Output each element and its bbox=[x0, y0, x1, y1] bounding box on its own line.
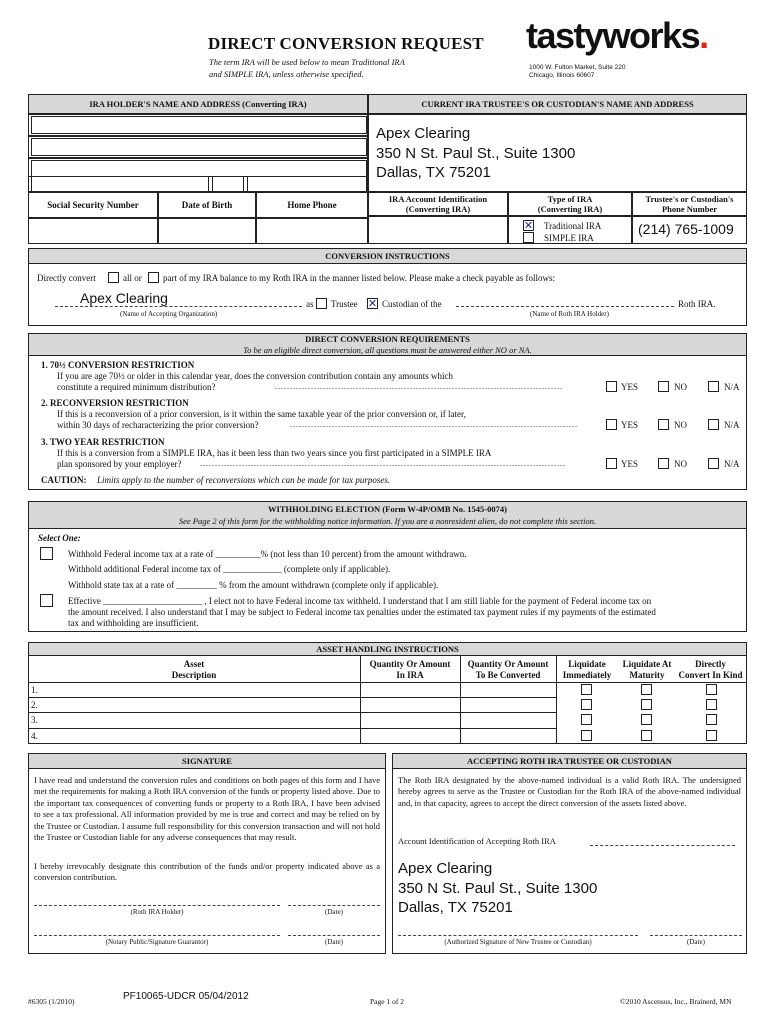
req-2-line-2: within 30 days of recharacterizing the prior conversion? bbox=[57, 420, 259, 430]
logo-text-light: tasty bbox=[526, 15, 603, 56]
withhold-federal-checkbox[interactable] bbox=[40, 547, 53, 560]
req-2-title: 2. RECONVERSION RESTRICTION bbox=[41, 398, 189, 408]
req-1-yes-checkbox[interactable] bbox=[606, 381, 617, 392]
req-3-leader: .......................................................................................................................... bbox=[200, 459, 566, 468]
roth-ira-label: Roth IRA. bbox=[678, 299, 716, 309]
logo-text-bold: works bbox=[602, 15, 700, 56]
holder-signature-caption: (Roth IRA Holder) bbox=[130, 908, 184, 916]
req-1-na-checkbox[interactable] bbox=[708, 381, 719, 392]
payee-line bbox=[55, 306, 302, 307]
col-qty-ira-1: Quantity Or Amount bbox=[369, 659, 451, 669]
simple-ira-checkbox[interactable] bbox=[523, 232, 534, 243]
dob-label: Date of Birth bbox=[181, 200, 233, 210]
row-2-liquidate-checkbox[interactable] bbox=[581, 699, 592, 710]
asset-row-2-label: 2. bbox=[31, 700, 38, 710]
accepting-acct-line[interactable] bbox=[590, 845, 735, 846]
simple-ira-label: SIMPLE IRA bbox=[544, 233, 594, 243]
req-1-title: 1. 70½ CONVERSION RESTRICTION bbox=[41, 360, 195, 370]
page-number: Page 1 of 2 bbox=[370, 997, 404, 1006]
holder-section-title: IRA HOLDER'S NAME AND ADDRESS (Converting IRA) bbox=[89, 99, 307, 109]
row-1-liquidate-checkbox[interactable] bbox=[581, 684, 592, 695]
directly-convert-label: Directly convert bbox=[37, 273, 96, 283]
tastyworks-logo bbox=[526, 16, 708, 56]
row-3-liquidate-at-checkbox[interactable] bbox=[641, 714, 652, 725]
accepting-para: The Roth IRA designated by the above-named individual is a valid Roth IRA. The undersigned hereby agrees to serve as the Trustee or Custodian for the Roth IRA of the above-named individual and, in that capacity, agrees to accept the direct conversion of the assets listed above. bbox=[398, 775, 741, 808]
caution-label: CAUTION: bbox=[41, 475, 87, 485]
trustee-address-1: 350 N St. Paul St., Suite 1300 bbox=[376, 145, 576, 162]
accepting-address-1: 350 N St. Paul St., Suite 1300 bbox=[398, 880, 598, 897]
requirements-subtitle: To be an eligible direct conversion, all questions must be answered either NO or NA. bbox=[243, 345, 532, 355]
req-3-line-1: If this is a conversion from a SIMPLE IRA, has it been less than two years since you first participated in a SIMPLE IRA bbox=[57, 448, 492, 458]
holder-date-line[interactable] bbox=[288, 905, 380, 906]
req-1-no-label: NO bbox=[674, 382, 687, 392]
withholding-subtitle: See Page 2 of this form for the withholding notice information. If you are a nonresident alien, do not complete this section. bbox=[178, 516, 597, 526]
accepting-address-2: Dallas, TX 75201 bbox=[398, 899, 513, 916]
logo-dot-icon: . bbox=[699, 15, 708, 56]
req-2-na-label: N/A bbox=[724, 420, 740, 430]
no-withholding-line-1: Effective ______________________ , I elect not to have Federal income tax withheld. I understand that I am still liable for the payment of Federal income tax on bbox=[68, 596, 652, 606]
req-2-yes-checkbox[interactable] bbox=[606, 419, 617, 430]
req-3-na-label: N/A bbox=[724, 459, 740, 469]
assets-row-divider-1 bbox=[28, 697, 556, 698]
select-one-label: Select One: bbox=[38, 533, 81, 543]
trustee-address-2: Dallas, TX 75201 bbox=[376, 164, 491, 181]
trustee-label: Trustee bbox=[331, 299, 358, 309]
trustee-phone: (214) 765-1009 bbox=[638, 221, 734, 237]
subtitle-line-2: and SIMPLE IRA, unless otherwise specified. bbox=[209, 69, 364, 79]
req-2-leader: ................................................................................................ bbox=[290, 420, 578, 429]
asset-row-1-label: 1. bbox=[31, 685, 38, 695]
trustee-section-title: CURRENT IRA TRUSTEE'S OR CUSTODIAN'S NAME AND ADDRESS bbox=[421, 99, 694, 109]
ira-type-label-2: (Converting IRA) bbox=[537, 204, 603, 214]
ssn-label: Social Security Number bbox=[47, 200, 139, 210]
req-3-yes-label: YES bbox=[621, 459, 639, 469]
acct-id-label-1: IRA Account Identification bbox=[388, 194, 488, 204]
accepting-signature-caption: (Authorized Signature of New Trustee or Custodian) bbox=[444, 938, 592, 946]
acct-id-label-2: (Converting IRA) bbox=[405, 204, 471, 214]
holder-date-caption: (Date) bbox=[325, 908, 343, 916]
logo-address-line-1: 1000 W. Fulton Market, Suite 220 bbox=[529, 64, 626, 71]
org-caption: (Name of Accepting Organization) bbox=[120, 310, 218, 318]
withhold-state-line: Withhold state tax at a rate of _________ % from the amount withdrawn (complete only if applicable). bbox=[68, 580, 439, 590]
row-2-liquidate-at-checkbox[interactable] bbox=[641, 699, 652, 710]
requirements-section-title: DIRECT CONVERSION REQUIREMENTS bbox=[305, 334, 470, 344]
col-direct-2: Convert In Kind bbox=[678, 670, 743, 680]
req-2-line-1: If this is a reconversion of a prior conversion, is it within the same taxable year of the prior conversion or, if later, bbox=[57, 409, 466, 419]
holder-city-box[interactable] bbox=[31, 176, 209, 192]
accepting-date-caption: (Date) bbox=[687, 938, 705, 946]
asset-row-4-label: 4. bbox=[31, 731, 38, 741]
req-2-yes-label: YES bbox=[621, 420, 639, 430]
assets-col-divider-3 bbox=[556, 656, 557, 744]
part-checkbox[interactable] bbox=[148, 272, 159, 283]
col-asset-1: Asset bbox=[183, 659, 205, 669]
req-3-line-2: plan sponsored by your employer? bbox=[57, 459, 182, 469]
no-withholding-line-2: the amount received. I also understand that I may be subject to Federal income tax penalties under the estimated tax payment rules if my payments of the estimated bbox=[68, 607, 656, 617]
col-liquidate-2: Immediately bbox=[562, 670, 612, 680]
withhold-federal-line: Withhold Federal income tax at a rate of __________% (not less than 10 percent) from the amount withdrawn. bbox=[68, 549, 467, 559]
holder-address-input[interactable] bbox=[31, 138, 367, 156]
req-3-no-checkbox[interactable] bbox=[658, 458, 669, 469]
ssn-input[interactable] bbox=[28, 218, 158, 244]
trustee-checkbox[interactable] bbox=[316, 298, 327, 309]
holder-name-input[interactable] bbox=[31, 116, 367, 134]
copyright: ©2010 Ascensus, Inc., Brainerd, MN bbox=[620, 997, 732, 1006]
req-1-na-label: N/A bbox=[724, 382, 740, 392]
col-direct-1: Directly bbox=[695, 659, 726, 669]
trustee-phone-label-2: Phone Number bbox=[661, 204, 717, 214]
holder-state-box[interactable] bbox=[212, 176, 244, 192]
no-withholding-line-3: tax and withholding are insufficient. bbox=[68, 618, 199, 628]
holder-signature-line[interactable] bbox=[34, 905, 280, 906]
col-qty-conv-1: Quantity Or Amount bbox=[467, 659, 549, 669]
notary-signature-line[interactable] bbox=[34, 935, 280, 936]
custodian-checkbox[interactable]: ✕ bbox=[367, 297, 378, 310]
phone-label: Home Phone bbox=[287, 200, 337, 210]
req-3-yes-checkbox[interactable] bbox=[606, 458, 617, 469]
row-4-liquidate-checkbox[interactable] bbox=[581, 730, 592, 741]
signature-para-1: I have read and understand the conversion rules and conditions on both pages of this form and I have met the requirements for making a Roth IRA conversion of the funds or property listed above. Due to the important tax consequences of converting funds or property to a Roth IRA, I have been advised to see a tax professional. All information provided by me is true and correct and may be relied on by the Trustee or Custodian. I assume full responsibility for this conversion transaction and will not hold the Trustee or Custodian liable for any adverse consequences that may result. bbox=[34, 775, 380, 843]
assets-section-title: ASSET HANDLING INSTRUCTIONS bbox=[316, 644, 459, 654]
row-1-direct-checkbox[interactable] bbox=[706, 684, 717, 695]
col-asset-2: Description bbox=[171, 670, 217, 680]
trustee-name: Apex Clearing bbox=[376, 125, 471, 142]
conversion-section-title: CONVERSION INSTRUCTIONS bbox=[325, 251, 450, 261]
form-number: #6305 (1/2010) bbox=[28, 997, 75, 1006]
payee-name: Apex Clearing bbox=[80, 290, 168, 306]
notary-date-line[interactable] bbox=[288, 935, 380, 936]
row-2-direct-checkbox[interactable] bbox=[706, 699, 717, 710]
req-1-leader: ................................................................................................ bbox=[275, 382, 563, 391]
all-or-label: all or bbox=[123, 273, 142, 283]
holder-caption: (Name of Roth IRA Holder) bbox=[530, 310, 609, 318]
col-liquidate-at-1: Liquidate At bbox=[622, 659, 672, 669]
req-1-line-2: constitute a required minimum distribution? bbox=[57, 382, 216, 392]
req-2-no-label: NO bbox=[674, 420, 687, 430]
accepting-name: Apex Clearing bbox=[398, 860, 493, 877]
signature-para-2: I hereby irrevocably designate this contribution of the funds and/or property indicated above as a conversion contribution. bbox=[34, 861, 380, 883]
page-title: DIRECT CONVERSION REQUEST bbox=[208, 34, 484, 53]
assets-col-divider-1 bbox=[360, 656, 361, 744]
req-2-na-checkbox[interactable] bbox=[708, 419, 719, 430]
traditional-ira-checkbox[interactable]: ✕ bbox=[523, 219, 534, 232]
row-4-liquidate-at-checkbox[interactable] bbox=[641, 730, 652, 741]
col-liquidate-at-2: Maturity bbox=[629, 670, 665, 680]
phone-input[interactable] bbox=[256, 218, 368, 244]
withholding-section-title: WITHHOLDING ELECTION (Form W-4P/OMB No. 1545-0074) bbox=[268, 504, 507, 514]
col-liquidate-1: Liquidate bbox=[568, 659, 606, 669]
req-1-yes-label: YES bbox=[621, 382, 639, 392]
req-1-line-1: If you are age 70½ or older in this calendar year, does the conversion contribution contain any amounts which bbox=[57, 371, 454, 381]
custodian-of-the-label: Custodian of the bbox=[382, 299, 442, 309]
logo-address-line-2: Chicago, Illinois 60607 bbox=[529, 72, 595, 79]
part-label: part of my IRA balance to my Roth IRA in the manner listed below. Please make a check payable as follows: bbox=[163, 273, 556, 283]
caution-text: Limits apply to the number of reconversions which can be made for tax purposes. bbox=[97, 475, 391, 485]
signature-section-title: SIGNATURE bbox=[182, 756, 232, 766]
accepting-acct-label: Account Identification of Accepting Roth IRA bbox=[398, 836, 556, 846]
assets-row-divider-3 bbox=[28, 728, 556, 729]
row-1-liquidate-at-checkbox[interactable] bbox=[641, 684, 652, 695]
req-3-no-label: NO bbox=[674, 459, 687, 469]
withhold-additional-line: Withhold additional Federal income tax of _____________ (complete only if applicable). bbox=[68, 564, 391, 574]
holder-zip-box[interactable] bbox=[247, 176, 367, 192]
notary-signature-caption: (Notary Public/Signature Guarantor) bbox=[105, 938, 209, 946]
ira-type-label-1: Type of IRA bbox=[547, 194, 593, 204]
req-3-na-checkbox[interactable] bbox=[708, 458, 719, 469]
accepting-date-line[interactable] bbox=[650, 935, 742, 936]
col-qty-conv-2: To Be Converted bbox=[475, 670, 541, 680]
accepting-section-title: ACCEPTING ROTH IRA TRUSTEE OR CUSTODIAN bbox=[467, 756, 672, 766]
req-3-title: 3. TWO YEAR RESTRICTION bbox=[41, 437, 165, 447]
acct-id-input[interactable] bbox=[368, 216, 508, 244]
col-qty-ira-2: In IRA bbox=[396, 670, 424, 680]
traditional-ira-label: Traditional IRA bbox=[544, 221, 602, 231]
as-label: as bbox=[306, 299, 314, 309]
notary-date-caption: (Date) bbox=[325, 938, 343, 946]
assets-header-divider bbox=[28, 682, 747, 683]
assets-col-divider-2 bbox=[460, 656, 461, 744]
asset-row-3-label: 3. bbox=[31, 715, 38, 725]
trustee-phone-label-1: Trustee's or Custodian's bbox=[645, 194, 734, 204]
document-code: PF10065-UDCR 05/04/2012 bbox=[123, 991, 249, 1002]
row-4-direct-checkbox[interactable] bbox=[706, 730, 717, 741]
assets-row-divider-2 bbox=[28, 712, 556, 713]
all-checkbox[interactable] bbox=[108, 272, 119, 283]
subtitle-line-1: The term IRA will be used below to mean Traditional IRA bbox=[209, 57, 405, 67]
accepting-signature-line[interactable] bbox=[398, 935, 638, 936]
req-2-no-checkbox[interactable] bbox=[658, 419, 669, 430]
row-3-direct-checkbox[interactable] bbox=[706, 714, 717, 725]
dob-input[interactable] bbox=[158, 218, 256, 244]
roth-holder-line bbox=[456, 306, 674, 307]
req-1-no-checkbox[interactable] bbox=[658, 381, 669, 392]
row-3-liquidate-checkbox[interactable] bbox=[581, 714, 592, 725]
no-withholding-checkbox[interactable] bbox=[40, 594, 53, 607]
